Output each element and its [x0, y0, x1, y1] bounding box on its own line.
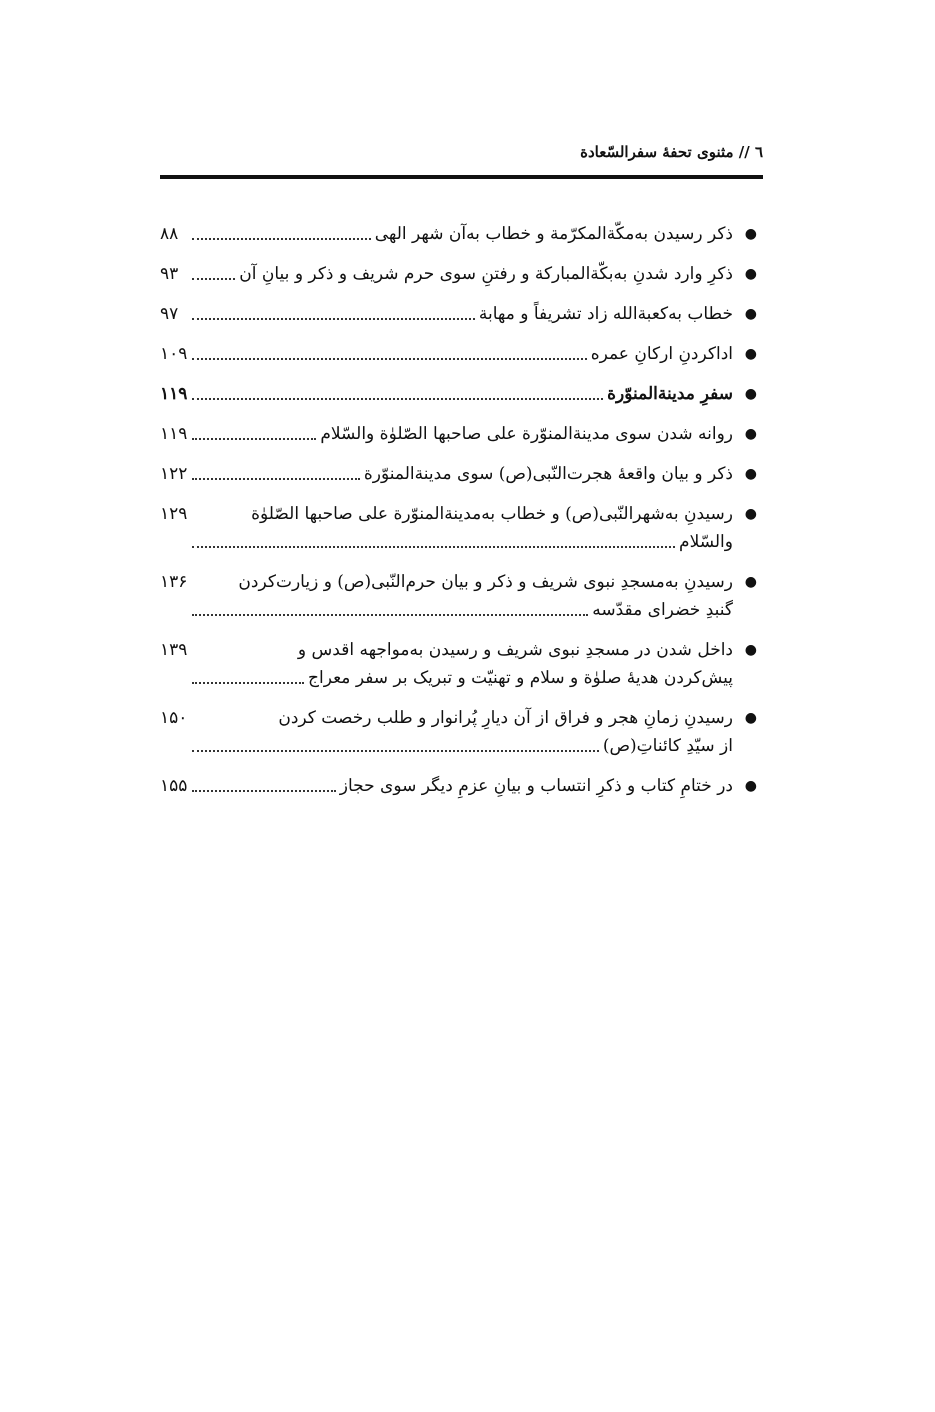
dot-leader — [192, 238, 371, 240]
toc-entry — [160, 220, 763, 248]
bullet-icon: ● — [744, 426, 757, 442]
toc-entry-title-line2: از سیّدِ کائناتِ(ص) — [602, 736, 733, 756]
dot-leader — [192, 478, 360, 480]
dot-leader — [192, 546, 675, 548]
bullet-icon: ● — [744, 386, 757, 402]
toc-entry-title-line2: والسّلام — [679, 532, 733, 552]
toc-entry-page: ۱۵۵ — [160, 776, 188, 796]
bullet-icon: ● — [744, 466, 757, 482]
toc-entry-page: ۱۰۹ — [160, 344, 188, 364]
toc-entry-page: ۹۳ — [160, 264, 179, 284]
toc-entry — [160, 460, 763, 488]
toc-entry — [160, 300, 763, 328]
dot-leader — [192, 614, 588, 616]
toc-entry-title: خطاب به‌کعبةالله زاد تشریفاً و مهابة — [478, 304, 733, 324]
toc-entry-page: ۱۱۹ — [160, 384, 188, 404]
toc-entry-title: ذکرِ وارد شدنِ به‌بکّةالمبارکة و رفتنِ سوی حرم شریف و ذکر و بیانِ آن — [239, 264, 733, 284]
dot-leader — [192, 278, 235, 280]
toc-entry — [160, 772, 763, 800]
toc-entry-title-line1: رسیدنِ به‌شهرالنّبی(ص) و خطاب به‌مدینةالمنوّرة علی صاحبها الصّلوٰة — [251, 504, 733, 524]
dot-leader — [192, 790, 336, 792]
toc-entry-page: ۱۳۶ — [160, 572, 188, 592]
toc-entry-page: ۱۳۹ — [160, 640, 188, 660]
running-head: ٦ // مثنوی تحفهٔ سفرالسّعادة — [580, 143, 763, 161]
bullet-icon: ● — [744, 710, 757, 726]
bullet-icon: ● — [744, 574, 757, 590]
toc-entry-page: ۱۱۹ — [160, 424, 188, 444]
bullet-icon: ● — [744, 306, 757, 322]
toc-entry-title-line2: پیش‌کردن هدیهٔ صلوٰة و سلام و تهنیّت و تبریک بر سفر معراج — [308, 668, 733, 688]
bullet-icon: ● — [744, 778, 757, 794]
bullet-icon: ● — [744, 346, 757, 362]
toc-entry-title-line1: رسیدنِ زمانِ هجر و فراق از آن دیارِ پُرانوار و طلب رخصت کردن — [278, 708, 733, 728]
toc-entry-title: روانه شدن سوی مدینةالمنوّرة علی صاحبها الصّلوٰة والسّلام — [320, 424, 733, 444]
toc-entry-title-line1: داخل شدن در مسجدِ نبوی شریف و رسیدن به‌مواجهه اقدس و — [297, 640, 733, 660]
toc-entry — [160, 568, 763, 624]
toc-entry-title: ذکر رسیدن به‌مکّةالمکرّمة و خطاب به‌آن شهر الهی — [374, 224, 733, 244]
dot-leader — [192, 438, 316, 440]
dot-leader — [192, 682, 304, 684]
bullet-icon: ● — [744, 642, 757, 658]
bullet-icon: ● — [744, 266, 757, 282]
bullet-icon: ● — [744, 226, 757, 242]
toc-entry-title: اداکردنِ ارکانِ عمره — [590, 344, 733, 364]
toc-entry-title-line2: گنبدِ خضرای مقدّسه — [592, 600, 733, 620]
header-rule — [160, 175, 763, 179]
toc-entry-page: ۱۲۹ — [160, 504, 188, 524]
toc-entry-title: ذکر و بیان واقعهٔ هجرت‌النّبی(ص) سوی مدینةالمنوّرة — [363, 464, 733, 484]
table-of-contents — [160, 220, 763, 812]
dot-leader — [192, 398, 603, 400]
toc-entry-title-line1: رسیدنِ به‌مسجدِ نبوی شریف و ذکر و بیان حرم‌النّبی(ص) و زیارت‌کردن — [238, 572, 733, 592]
toc-entry — [160, 420, 763, 448]
toc-section-heading — [160, 380, 763, 408]
toc-entry-title: در ختامِ کتاب و ذکرِ انتساب و بیانِ عزمِ دیگر سوی حجاز — [339, 776, 733, 796]
toc-entry-title: سفرِ مدینةالمنوّرة — [607, 384, 733, 404]
toc-entry — [160, 636, 763, 692]
toc-entry-page: ۱۲۲ — [160, 464, 188, 484]
bullet-icon: ● — [744, 506, 757, 522]
dot-leader — [192, 750, 599, 752]
toc-entry — [160, 704, 763, 760]
toc-entry — [160, 500, 763, 556]
toc-entry — [160, 260, 763, 288]
dot-leader — [192, 318, 475, 320]
dot-leader — [192, 358, 587, 360]
toc-entry-page: ۸۸ — [160, 224, 179, 244]
toc-entry — [160, 340, 763, 368]
toc-entry-page: ۹۷ — [160, 304, 179, 324]
toc-entry-page: ۱۵۰ — [160, 708, 188, 728]
